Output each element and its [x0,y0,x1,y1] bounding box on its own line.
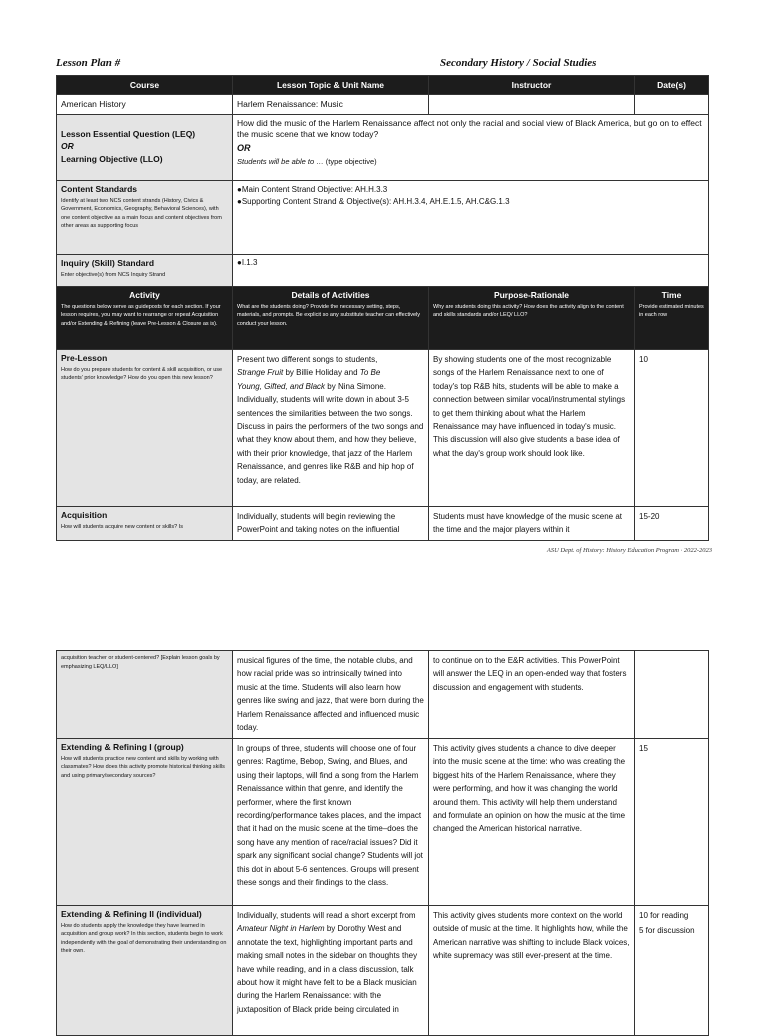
er2-purpose: This activity gives students more context on the world outside of music at the time. It highlights how, while the American narrative was shifting to include Black voices, white supremacy was still ever-present at the time. [429,906,635,1036]
students-objective [237,157,704,166]
song-strange-fruit: Strange Fruit [237,368,284,378]
prelesson-label: Pre-Lesson [61,353,108,363]
leq-value-cell [233,115,709,181]
details-header-cell [233,287,429,350]
purpose-header-cell [429,287,635,350]
supporting-strand: ●Supporting Content Strand & Objective(s): AH.H.3.4, AH.E.1.5, AH.C&G.1.3 [237,197,510,206]
instructor-value [429,95,635,115]
activity-header-cell [57,287,233,350]
er2-label-cell [57,906,233,1036]
prelesson-time: 10 [635,350,709,507]
prelesson-d3 [237,380,424,393]
by-billie-holiday: by Billie Holiday and [283,368,360,378]
er2-d-rest: by Dorothy West and annotate the text, highlighting important parts and making small notes in the sidebar on thoughts they have while reading, and in a class discussion, talk about how it might have felt to be a Black musician during the Harlem Renaissance: with the juxtaposition of Black pride being circulated in [237,924,418,1014]
er1-time: 15 [635,739,709,906]
er1-label-cell [57,739,233,906]
standards-label-cell [57,181,233,255]
details-help: What are the students doing? Provide the necessary setting, steps, materials, and prompts. Be explicit so any substitute teacher can effectively conduct your lesson. [237,304,421,327]
acquisition-time-cont [635,651,709,739]
leq-text: How did the music of the Harlem Renaissance affect not only the racial and social view of Black America, but go on to effect the music scene that we know today? [237,118,702,139]
leq-or-2: OR [237,143,251,153]
topic-value: Harlem Renaissance: Music [233,95,429,115]
inquiry-help: Enter objective(s) from NCS Inquiry Strand [61,271,166,278]
er2-time-cell [635,906,709,1036]
inquiry-value: ●I.1.3 [233,255,709,287]
prelesson-label-cell [57,350,233,507]
er1-details: In groups of three, students will choose one of four genres: Ragtime, Bebop, Swing, and Blues, and using their laptops, will find a song from the Harlem Renaissance within that genre, and identify the performer, where the first known recording/performance takes places, and the impact that it had on the music scene at the time–does the song have any mention of race/racial issues? Did it spark any significant social change? Students will jot this dot in about 5-6 sentences. Groups will present these songs and their findings to the class. [233,739,429,906]
instructor-header: Instructor [429,76,635,95]
course-header: Course [57,76,233,95]
activity-help: The questions below serve as guideposts for each section. If your lesson requires, you may want to rearrange or repeat Acquisition and/or Extending & Refining (leave Pre-Lesson & Closure as is). [61,304,221,327]
purpose-help: Why are students doing this activity? How does the activity align to the content and skills standards and/or LEQ/ LLO? [433,304,624,319]
prelesson-d2 [237,366,424,379]
acquisition-help-2: acquisition teacher or student-centered? [Explain lesson goals by emphasizing LEQ/LLO] [61,655,220,670]
course-value: American History [57,95,233,115]
er2-time-discussion: 5 for discussion [639,926,695,936]
main-strand: ●Main Content Strand Objective: AH.H.3.3 [237,185,388,194]
time-header: Time [661,290,682,300]
leq-label-cell [57,115,233,181]
inquiry-label-cell [57,255,233,287]
er2-help: How do students apply the knowledge they have learned in acquisition and group work? In this section, students begin to work independently with the goal of demonstrating their understanding on their own. [61,922,227,955]
page-header [56,57,712,71]
leq-or: OR [61,141,74,152]
standards-label: Content Standards [61,184,138,194]
acquisition-details-1: Individually, students will begin reviewing the PowerPoint and taking notes on the influential [233,507,429,541]
activity-header: Activity [129,290,160,300]
dates-header: Date(s) [635,76,709,95]
by-nina-simone: by Nina Simone. [325,381,386,391]
er1-purpose: This activity gives students a chance to dive deeper into the music scene at the time: who was creating the biggest hits of the Harlem Renaissance, where they were performing, and how it was changing the world around them. This activity will help them understand and formulate an opinion on how the music at the time changed the American historical narrative. [429,739,635,906]
purpose-header: Purpose-Rationale [493,290,570,300]
lesson-plan-table-page2 [56,650,709,1036]
acquisition-details-2: musical figures of the time, the notable clubs, and how racial pride was so intrinsically twined into music at the time. Students will also learn how genres like swing and jazz, that were born during the Harlem Renaissance affected and influenced music today. [233,651,429,739]
song-to-be-young-1: To Be [359,368,381,378]
acquisition-label-cell [57,507,233,541]
lesson-plan-table-page1 [56,75,709,541]
students-will: Students will be able to … [237,157,324,167]
prelesson-details [233,350,429,507]
er2-details [233,906,429,1036]
er2-label: Extending & Refining II (individual) [61,909,202,919]
prelesson-d-rest: Individually, students will write down in about 3-5 sentences the similarities between the two songs. Discuss in pairs the performers of the two songs and what they know about them, and how they believe, with their prior knowledge, that jazz of the Harlem Renaissance, and genres like R&B and hip hop of today, are related. [237,395,424,485]
acquisition-cont-label-cell [57,651,233,739]
page-footer: ASU Dept. of History: History Education Program · 2022-2023 [546,547,712,554]
details-header: Details of Activities [291,290,370,300]
time-help: Provide estimated minutes in each row [639,304,704,319]
standards-help: Identify at least two NCS content strands (History, Civics & Government, Economics, Geography, Behavioral Sciences), with one content objective as a main focus and content objectives from other areas as supporting focus [61,197,222,230]
standards-value-cell [233,181,709,255]
type-objective: (type objective) [323,157,377,167]
er2-time-reading: 10 for reading [639,911,689,920]
time-header-cell [635,287,709,350]
prelesson-help: How do you prepare students for content & skill acquisition, or use students' prior knowledge? How do you open this new lesson? [61,366,223,382]
leq-label: Lesson Essential Question (LEQ) [61,128,196,139]
acquisition-help-1: How will students acquire new content or skills? Is [61,523,183,530]
song-to-be-young-2: Young, Gifted, and Black [237,381,326,391]
subject-title: Secondary History / Social Studies [440,57,597,69]
lesson-plan-title: Lesson Plan # [56,57,121,69]
er1-help: How will students practice new content and skills by working with classmates? How does this activity promote historical thinking skills and using primary/secondary sources? [61,755,225,779]
llo-label: Learning Objective (LLO) [61,153,163,164]
acquisition-purpose-2: to continue on to the E&R activities. This PowerPoint will answer the LEQ in an open-ended way that fosters discussion and engagement with students. [429,651,635,739]
topic-header: Lesson Topic & Unit Name [233,76,429,95]
acquisition-time: 15-20 [635,507,709,541]
dates-value [635,95,709,115]
acquisition-purpose-1: Students must have knowledge of the music scene at the time and the major players within it [429,507,635,541]
book-amateur-night: Amateur Night in Harlem [237,924,325,934]
prelesson-d1: Present two different songs to students, [237,355,378,364]
er1-label: Extending & Refining I (group) [61,742,184,752]
er2-d-start: Individually, students will read a short excerpt from [237,911,416,920]
inquiry-label: Inquiry (Skill) Standard [61,258,155,268]
prelesson-purpose: By showing students one of the most recognizable songs of the Harlem Renaissance next to one of today's top R&B hits, students will be able to make a connection between similar vocal/instrumental stylings to get them thinking about what the Harlem Renaissance may have influenced in today's music. This discussion will also give students a base idea of what the day's group work should look like. [429,350,635,507]
acquisition-label: Acquisition [61,510,108,520]
